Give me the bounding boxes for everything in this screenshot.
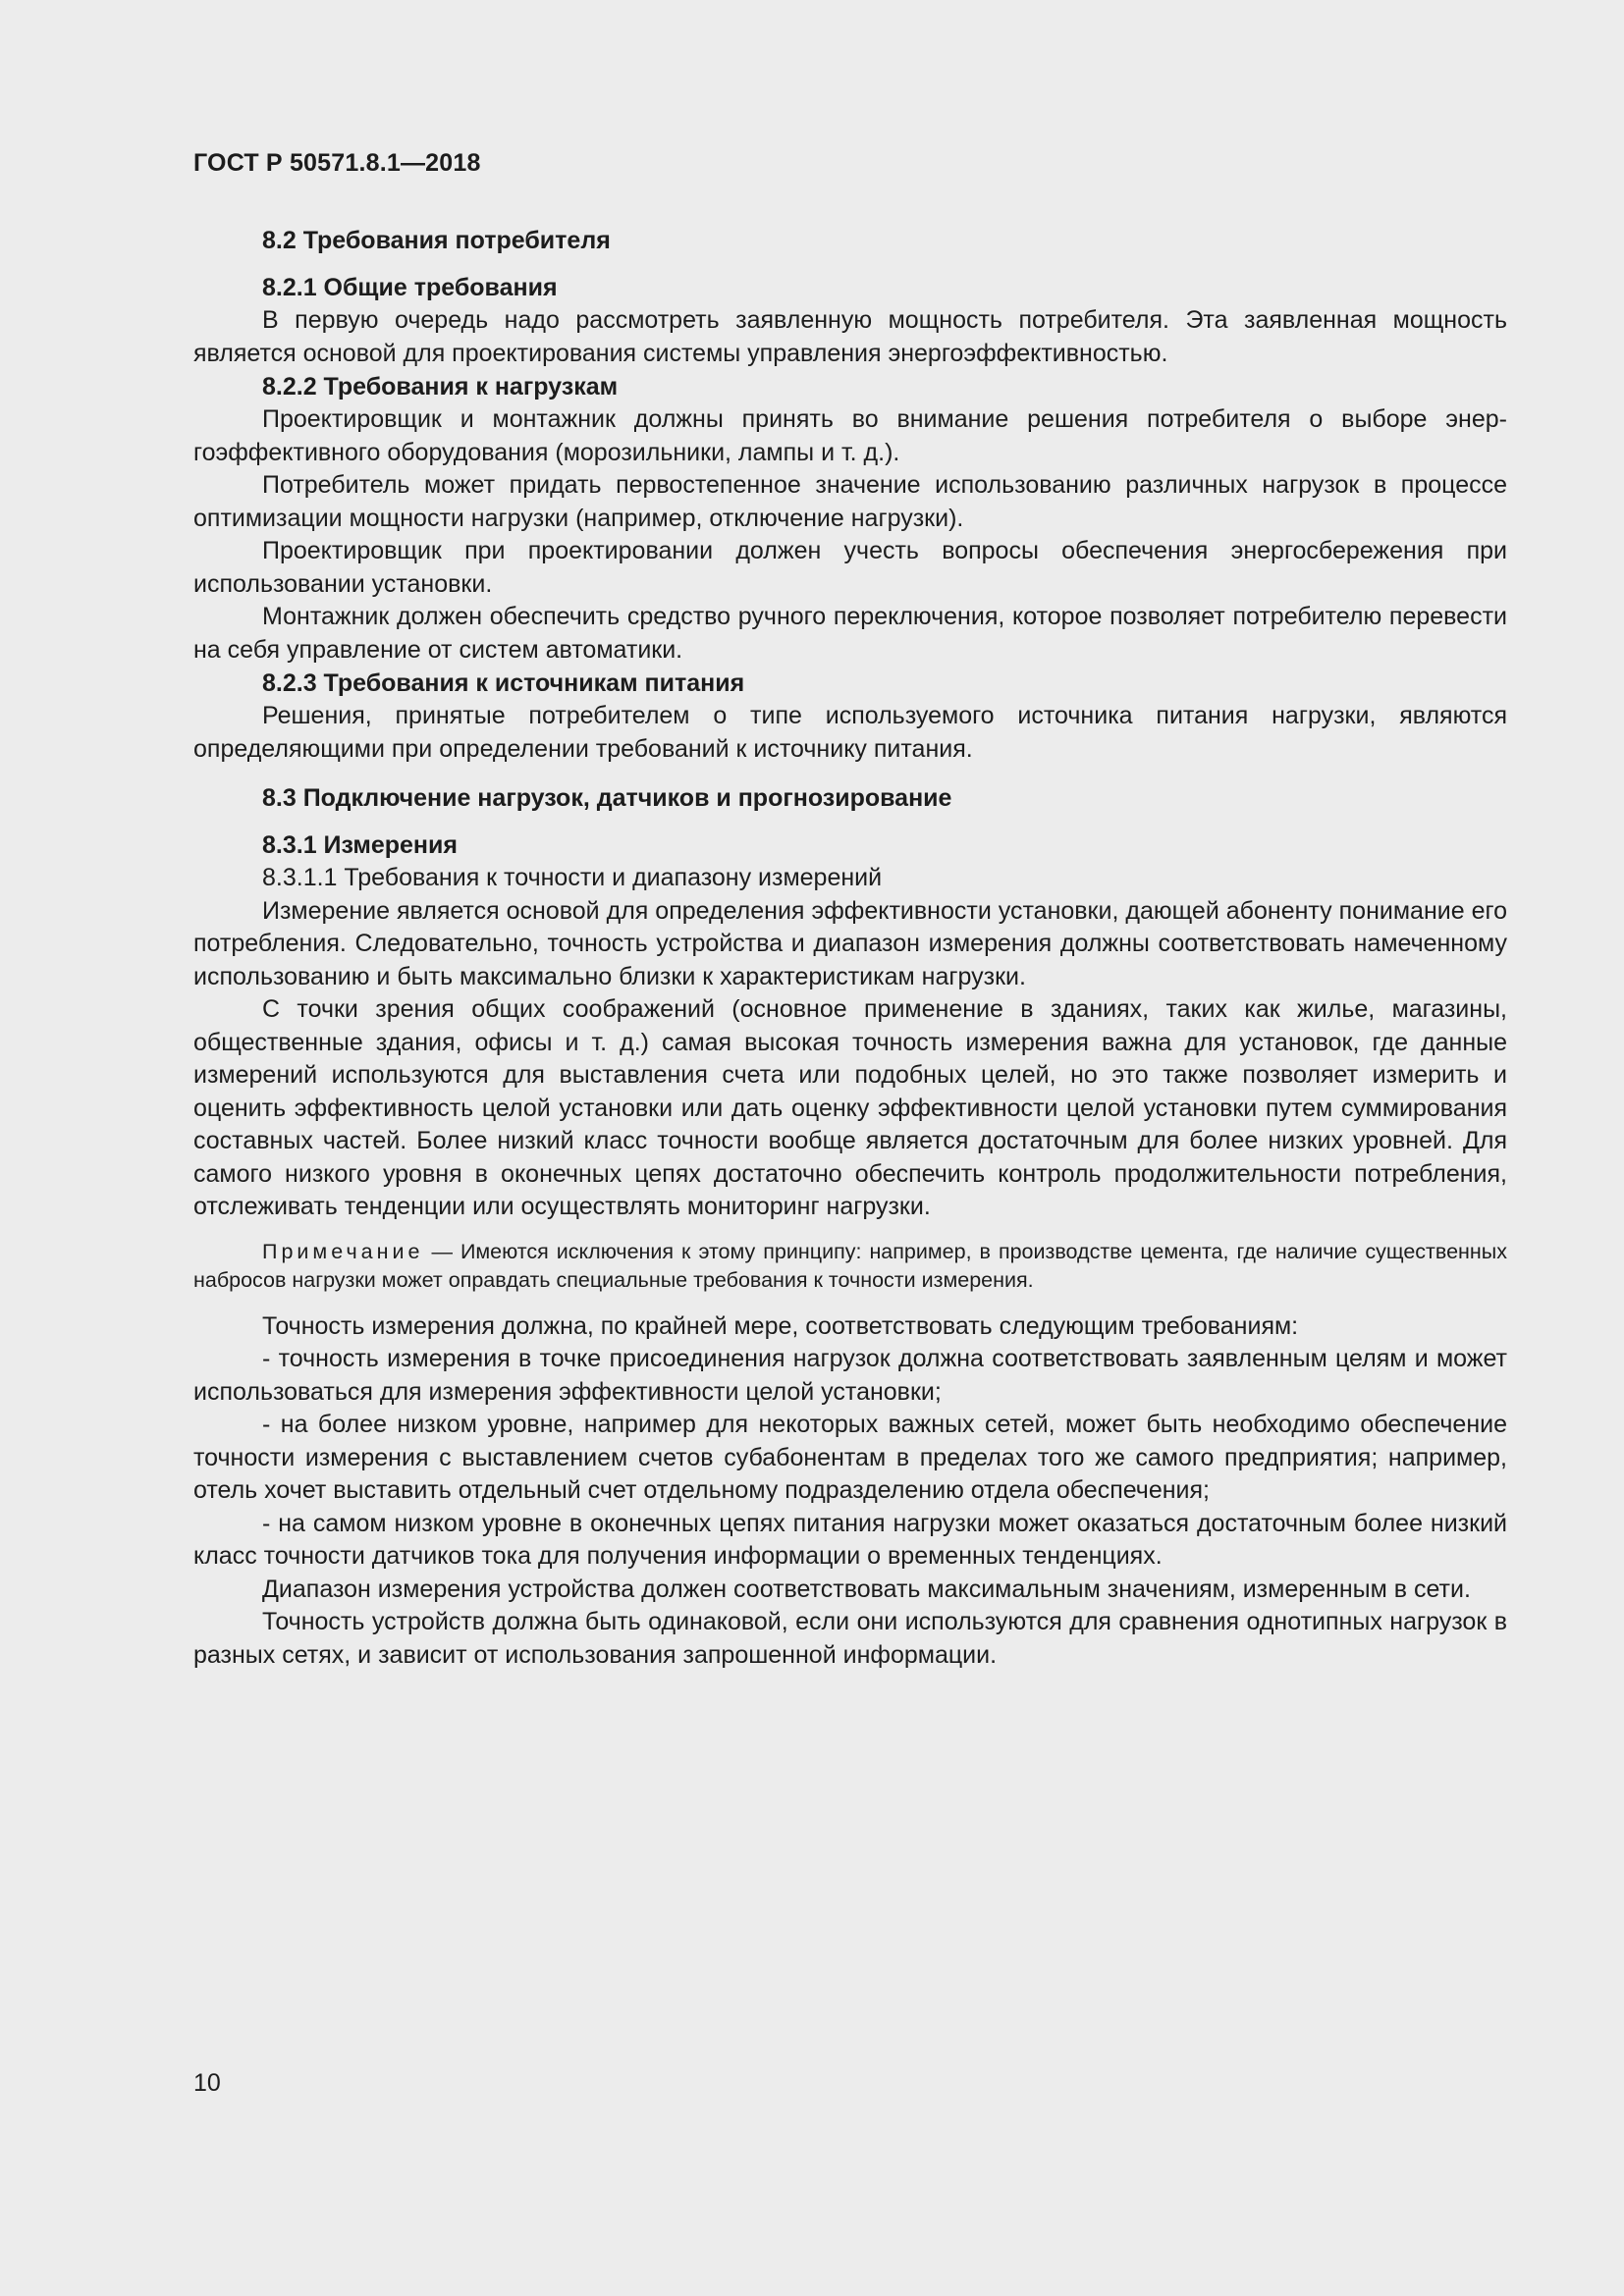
section-8-2-2-heading: 8.2.2 Требования к нагрузкам bbox=[262, 373, 619, 400]
note-label: Примечание bbox=[262, 1239, 424, 1263]
note bbox=[193, 1238, 1507, 1295]
paragraph: С точки зрения общих соображений (основное применение в зданиях, таких как жилье, магазины, общественные здания, офисы и т. д.) самая высокая точность измерения важна для установок, где данные измерений используются для выставления счета или подобных целей, но это также позволяет измерить и оценить эффективность целой установки или дать оценку эффективности целой установки путем суммирования составных частей. Более низкий класс точности вообще является достаточным для более низких уровней. Для самого низкого уровня в оконечных цепях достаточно обеспечить контроль продолжительности потребления, отслеживать тенденции или осуществлять мониторинг нагрузки. bbox=[193, 995, 1507, 1220]
section-8-3-1-1-heading: 8.3.1.1 Требования к точности и диапазону измерений bbox=[262, 864, 883, 891]
paragraph: Потребитель может придать первостепенное значение использованию различных нагрузок в процессе оптимизации мощности нагрузки (например, отключение нагрузки). bbox=[193, 471, 1507, 532]
document-body bbox=[193, 224, 1507, 1672]
list-item: - на самом низком уровне в оконечных цепях питания нагрузки может оказаться достаточным более низкий класс точности датчиков тока для получения информации о временных тенденциях. bbox=[193, 1509, 1507, 1570]
paragraph: Проектировщик при проектировании должен учесть вопросы обеспечения энергосбережения при использовании установки. bbox=[193, 537, 1507, 598]
paragraph: Монтажник должен обеспечить средство ручного переключения, которое позволяет потребителю перевести на себя управление от систем автоматики. bbox=[193, 603, 1507, 664]
section-8-3-heading: 8.3 Подключение нагрузок, датчиков и прогнозирование bbox=[262, 784, 952, 812]
paragraph: Решения, принятые потребителем о типе используемого источника питания нагрузки, являются определяющими при определении требований к источнику питания. bbox=[193, 702, 1507, 763]
section-8-2-heading: 8.2 Требования потребителя bbox=[262, 227, 611, 254]
paragraph: Проектировщик и монтажник должны принять во внимание решения потребителя о выборе энергоэффективного оборудования (морозильники, лампы и т. д.). bbox=[193, 405, 1507, 466]
section-8-2-3-heading: 8.2.3 Требования к источникам питания bbox=[262, 669, 745, 697]
list-item: - точность измерения в точке присоединения нагрузок должна соответствовать заявленным целям и может использоваться для измерения эффективности целой установки; bbox=[193, 1345, 1507, 1406]
note-text: Имеются исключения к этому принципу: например, в производстве цемента, где наличие существенных набросов нагрузки может оправдать специальные требования к точности измерения. bbox=[193, 1239, 1507, 1292]
list-item: - на более низком уровне, например для некоторых важных сетей, может быть необходимо обеспечение точности измерения с выставлением счетов субабонентам в пределах того же самого предприятия; например, отель хочет выставить отдельный счет отдельному подразделению отдела обеспечения; bbox=[193, 1411, 1507, 1504]
paragraph: В первую очередь надо рассмотреть заявленную мощность потребителя. Эта заявленная мощность является основой для проектирования системы управления энергоэффективностью. bbox=[193, 306, 1507, 367]
paragraph: Точность устройств должна быть одинаковой, если они используются для сравнения однотипных нагрузок в разных сетях, и зависит от использования запрошенной информации. bbox=[193, 1608, 1507, 1669]
note-dash: — bbox=[423, 1239, 460, 1263]
page-number: 10 bbox=[193, 2069, 221, 2097]
paragraph: Диапазон измерения устройства должен соответствовать максимальным значениям, измеренным в сети. bbox=[262, 1575, 1471, 1603]
document-id-header: ГОСТ Р 50571.8.1—2018 bbox=[193, 149, 481, 177]
paragraph: Измерение является основой для определения эффективности установки, дающей абоненту понимание его потребления. Следовательно, точность устройства и диапазон измерения должны соответствовать намеченному использованию и быть максимально близки к характеристикам нагрузки. bbox=[193, 896, 1507, 990]
section-8-2-1-heading: 8.2.1 Общие требования bbox=[262, 274, 558, 301]
paragraph: Точность измерения должна, по крайней мере, соответствовать следующим требованиям: bbox=[262, 1311, 1299, 1340]
section-8-3-1-heading: 8.3.1 Измерения bbox=[262, 831, 458, 859]
